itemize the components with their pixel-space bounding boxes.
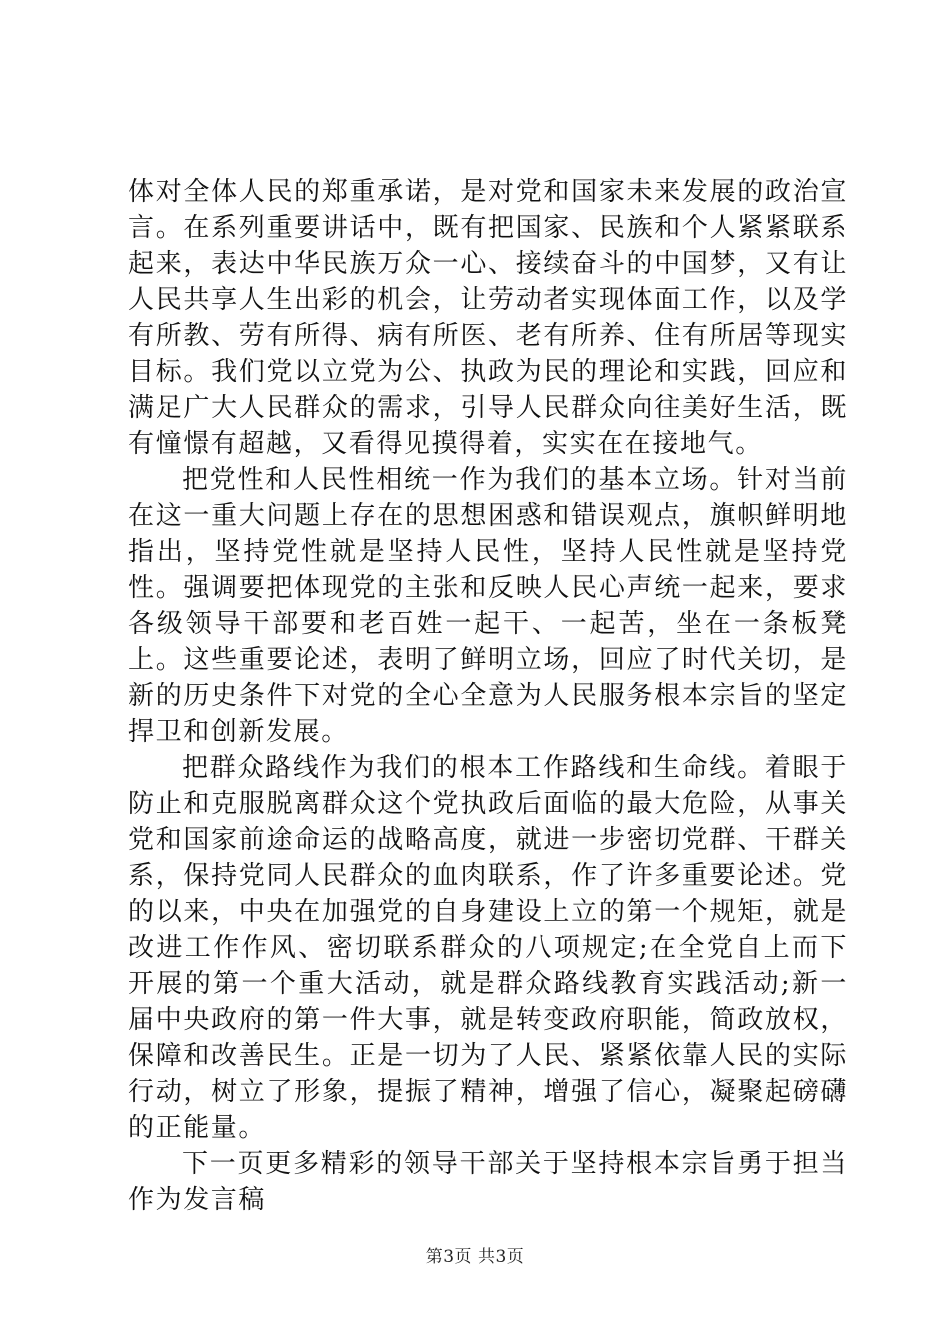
paragraph-continuation: 体对全体人民的郑重承诺，是对党和国家未来发展的政治宣言。在系列重要讲话中，既有把国家、民族和个人紧紧联系起来，表达中华民族万众一心、接续奋斗的中国梦，又有让人民共享人生出彩的机会，让劳动者实现体面工作，以及学有所教、劳有所得、病有所医、老有所养、住有所居等现实目标。我们党以立党为公、执政为民的理论和实践，回应和满足广大人民群众的需求，引导人民群众向往美好生活，既有憧憬有超越，又看得见摸得着，实实在在接地气。	[128, 177, 848, 459]
document-body	[128, 174, 848, 1218]
next-page-link-text[interactable]: 下一页更多精彩的领导干部关于坚持根本宗旨勇于担当作为发言稿	[128, 1149, 848, 1215]
paragraph-mass-line: 把群众路线作为我们的根本工作路线和生命线。着眼于防止和克服脱离群众这个党执政后面临的最大危险，从事关党和国家前途命运的战略高度，就进一步密切党群、干群关系，保持党同人民群众的血肉联系，作了许多重要论述。党的以来，中央在加强党的自身建设上立的第一个规矩，就是改进工作作风、密切联系群众的八项规定;在全党自上而下开展的第一个重大活动，就是群众路线教育实践活动;新一届中央政府的第一件大事，就是转变政府职能，简政放权，保障和改善民生。正是一切为了人民、紧紧依靠人民的实际行动，树立了形象，提振了精神，增强了信心，凝聚起磅礴的正能量。	[128, 753, 848, 1143]
paragraph-party-and-people: 把党性和人民性相统一作为我们的基本立场。针对当前在这一重大问题上存在的思想困惑和错误观点，旗帜鲜明地指出，坚持党性就是坚持人民性，坚持人民性就是坚持党性。强调要把体现党的主张和反映人民心声统一起来，要求各级领导干部要和老百姓一起干、一起苦，坐在一条板凳上。这些重要论述，表明了鲜明立场，回应了时代关切，是新的历史条件下对党的全心全意为人民服务根本宗旨的坚定捍卫和创新发展。	[128, 465, 848, 747]
page-number-footer: 第3页 共3页	[425, 1247, 525, 1267]
